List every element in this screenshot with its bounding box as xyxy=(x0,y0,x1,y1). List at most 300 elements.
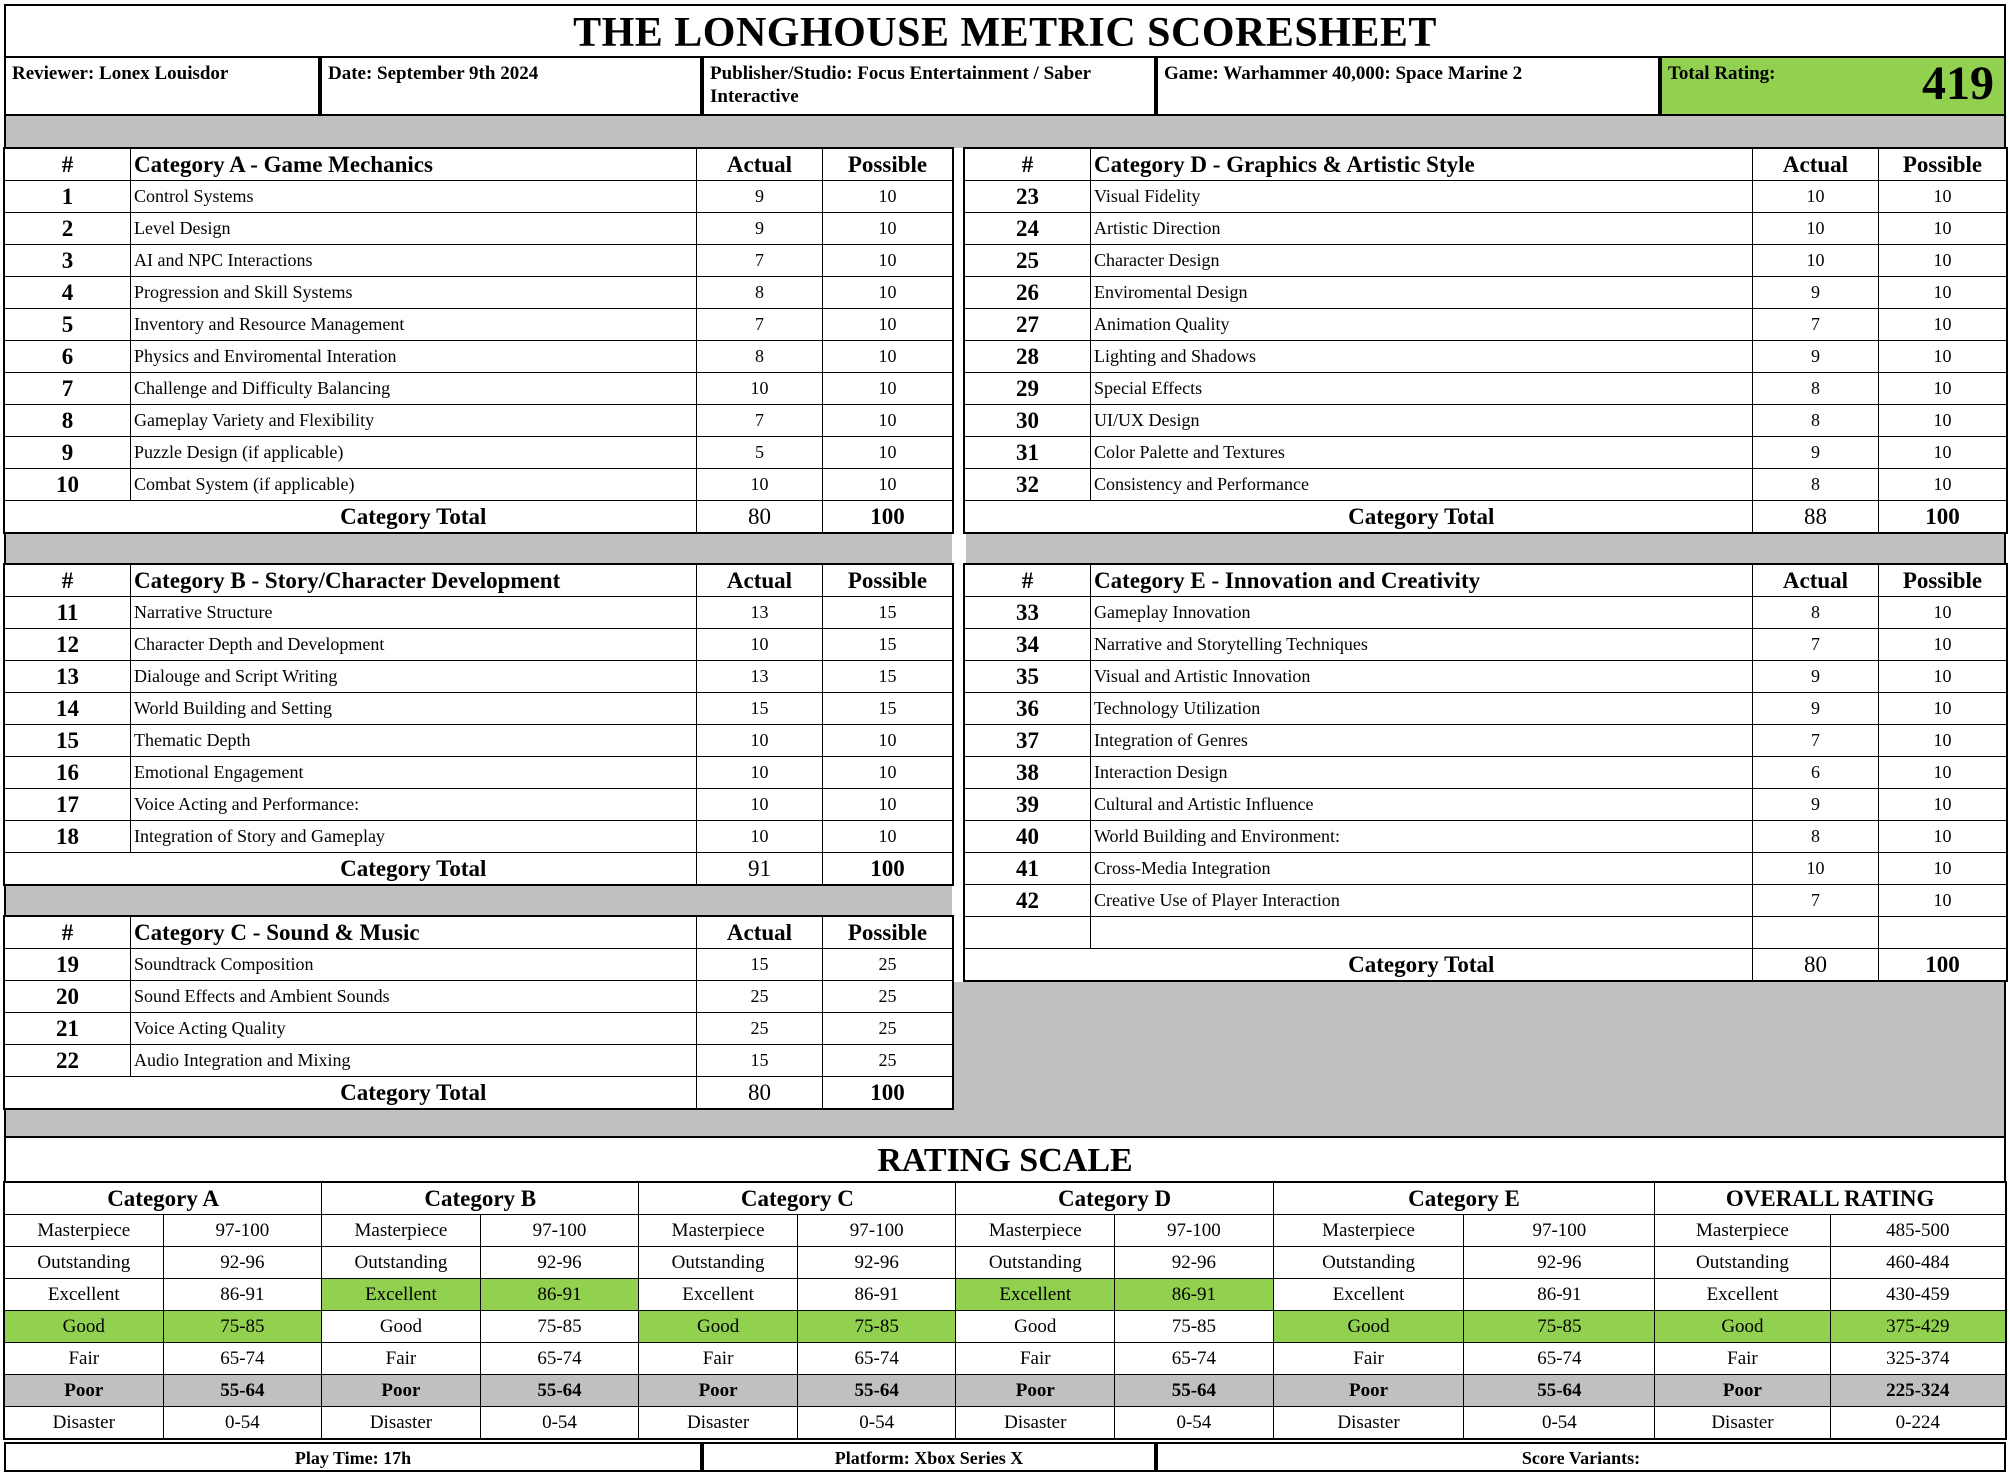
criterion-row xyxy=(5,949,953,981)
criterion-number: 5 xyxy=(5,309,131,341)
scale-level-label: Fair xyxy=(1655,1343,1830,1375)
criterion-number: 1 xyxy=(5,181,131,213)
category-total-actual: 88 xyxy=(1753,501,1879,533)
actual-score: 8 xyxy=(1753,597,1879,629)
criterion-row xyxy=(965,725,2007,757)
criterion-row xyxy=(965,213,2007,245)
criterion-row xyxy=(965,309,2007,341)
category-total-row xyxy=(5,1077,953,1109)
scale-level-label: Good xyxy=(639,1311,798,1343)
possible-score: 10 xyxy=(1879,469,2007,501)
possible-score: 25 xyxy=(823,949,953,981)
category-total-actual: 91 xyxy=(697,853,823,885)
criterion-number: 21 xyxy=(5,1013,131,1045)
scale-range: 485-500 xyxy=(1830,1215,2005,1247)
criterion-number: 39 xyxy=(965,789,1091,821)
criterion-name: World Building and Setting xyxy=(131,693,697,725)
possible-score: 10 xyxy=(823,213,953,245)
actual-score: 7 xyxy=(697,245,823,277)
total-rating-cell xyxy=(1660,56,2006,116)
scale-range: 86-91 xyxy=(163,1279,322,1311)
actual-header: Actual xyxy=(1753,565,1879,597)
criterion-name: Inventory and Resource Management xyxy=(131,309,697,341)
scale-level-label: Poor xyxy=(5,1375,164,1407)
possible-score: 10 xyxy=(1879,853,2007,885)
scale-range: 325-374 xyxy=(1830,1343,2005,1375)
total-spacer xyxy=(5,1077,131,1109)
hash-header: # xyxy=(5,565,131,597)
category-total-label: Category Total xyxy=(131,501,697,533)
criterion-row xyxy=(5,597,953,629)
criterion-name: Gameplay Innovation xyxy=(1091,597,1753,629)
criterion-row xyxy=(5,405,953,437)
possible-header: Possible xyxy=(823,917,953,949)
actual-score: 9 xyxy=(1753,277,1879,309)
criterion-row xyxy=(965,757,2007,789)
criterion-number xyxy=(965,917,1091,949)
scale-level-label: Excellent xyxy=(956,1279,1115,1311)
category-header-row xyxy=(5,917,953,949)
criterion-number: 8 xyxy=(5,405,131,437)
scale-level-label: Good xyxy=(956,1311,1115,1343)
scale-level-label: Disaster xyxy=(1273,1407,1464,1439)
possible-score: 10 xyxy=(1879,213,2007,245)
actual-score: 7 xyxy=(1753,885,1879,917)
actual-score: 9 xyxy=(1753,341,1879,373)
criterion-name: Combat System (if applicable) xyxy=(131,469,697,501)
hash-header: # xyxy=(965,149,1091,181)
scale-range: 75-85 xyxy=(480,1311,639,1343)
scale-range: 55-64 xyxy=(1115,1375,1274,1407)
empty-gray-area xyxy=(952,982,2006,1136)
scale-column-title: Category E xyxy=(1273,1183,1655,1215)
scale-range: 86-91 xyxy=(480,1279,639,1311)
criterion-row xyxy=(965,245,2007,277)
actual-score: 13 xyxy=(697,597,823,629)
scale-range: 92-96 xyxy=(163,1247,322,1279)
criterion-row xyxy=(5,789,953,821)
criterion-name: AI and NPC Interactions xyxy=(131,245,697,277)
platform-cell: Platform: Xbox Series X xyxy=(702,1442,1156,1472)
actual-score: 10 xyxy=(1753,181,1879,213)
category-total-label: Category Total xyxy=(131,853,697,885)
scale-range: 86-91 xyxy=(1464,1279,1655,1311)
actual-score: 8 xyxy=(1753,373,1879,405)
scale-level-label: Outstanding xyxy=(1655,1247,1830,1279)
criterion-name: UI/UX Design xyxy=(1091,405,1753,437)
scale-level-label: Poor xyxy=(322,1375,481,1407)
possible-score: 10 xyxy=(1879,309,2007,341)
play-time-cell: Play Time: 17h xyxy=(4,1442,702,1472)
criterion-number: 33 xyxy=(965,597,1091,629)
possible-score: 15 xyxy=(823,597,953,629)
scale-row xyxy=(5,1247,2006,1279)
actual-score: 9 xyxy=(697,213,823,245)
criterion-name: Audio Integration and Mixing xyxy=(131,1045,697,1077)
category-title: Category B - Story/Character Development xyxy=(131,565,697,597)
scale-level-label: Excellent xyxy=(5,1279,164,1311)
scale-level-label: Poor xyxy=(1273,1375,1464,1407)
sheet-title: THE LONGHOUSE METRIC SCORESHEET xyxy=(4,4,2006,56)
criterion-name xyxy=(1091,917,1753,949)
scale-level-label: Outstanding xyxy=(956,1247,1115,1279)
criterion-name: Technology Utilization xyxy=(1091,693,1753,725)
criterion-number: 9 xyxy=(5,437,131,469)
possible-score: 10 xyxy=(1879,181,2007,213)
criterion-number: 36 xyxy=(965,693,1091,725)
scale-range: 75-85 xyxy=(163,1311,322,1343)
criterion-row xyxy=(965,661,2007,693)
separator-bar xyxy=(4,532,2006,564)
criterion-name: Visual and Artistic Innovation xyxy=(1091,661,1753,693)
possible-score: 10 xyxy=(823,469,953,501)
scale-row xyxy=(5,1215,2006,1247)
possible-score: 10 xyxy=(823,181,953,213)
actual-score: 10 xyxy=(1753,853,1879,885)
scale-row xyxy=(5,1375,2006,1407)
actual-score: 9 xyxy=(1753,789,1879,821)
criterion-name: Gameplay Variety and Flexibility xyxy=(131,405,697,437)
actual-score: 10 xyxy=(1753,245,1879,277)
scale-range: 55-64 xyxy=(797,1375,956,1407)
scale-range: 86-91 xyxy=(797,1279,956,1311)
criterion-name: Character Design xyxy=(1091,245,1753,277)
total-spacer xyxy=(5,853,131,885)
actual-score: 10 xyxy=(697,821,823,853)
possible-score: 25 xyxy=(823,1045,953,1077)
possible-score: 10 xyxy=(823,373,953,405)
possible-header: Possible xyxy=(1879,149,2007,181)
criterion-name: Thematic Depth xyxy=(131,725,697,757)
scale-level-label: Disaster xyxy=(322,1407,481,1439)
criterion-number: 10 xyxy=(5,469,131,501)
criterion-name: Visual Fidelity xyxy=(1091,181,1753,213)
scale-column-title: Category B xyxy=(322,1183,639,1215)
criterion-number: 27 xyxy=(965,309,1091,341)
criterion-number: 26 xyxy=(965,277,1091,309)
actual-score: 6 xyxy=(1753,757,1879,789)
separator-bar xyxy=(4,116,2006,148)
criterion-number: 17 xyxy=(5,789,131,821)
scale-level-label: Poor xyxy=(956,1375,1115,1407)
scale-row xyxy=(5,1407,2006,1439)
scale-level-label: Excellent xyxy=(639,1279,798,1311)
scale-column-title: Category D xyxy=(956,1183,1273,1215)
date-cell: Date: September 9th 2024 xyxy=(320,56,702,116)
category-total-row xyxy=(965,949,2007,981)
scale-level-label: Outstanding xyxy=(639,1247,798,1279)
scale-range: 55-64 xyxy=(480,1375,639,1407)
criterion-row xyxy=(5,437,953,469)
scale-level-label: Fair xyxy=(956,1343,1115,1375)
criterion-row xyxy=(965,437,2007,469)
scale-range: 92-96 xyxy=(1464,1247,1655,1279)
possible-score: 10 xyxy=(1879,757,2007,789)
criterion-row xyxy=(5,341,953,373)
criterion-row xyxy=(965,821,2007,853)
scale-column-title: OVERALL RATING xyxy=(1655,1183,2006,1215)
possible-score xyxy=(1879,917,2007,949)
criterion-name: Enviromental Design xyxy=(1091,277,1753,309)
criterion-name: Interaction Design xyxy=(1091,757,1753,789)
possible-score: 10 xyxy=(1879,661,2007,693)
actual-score: 7 xyxy=(697,309,823,341)
actual-score: 7 xyxy=(1753,725,1879,757)
criterion-number: 29 xyxy=(965,373,1091,405)
scale-row xyxy=(5,1311,2006,1343)
criterion-name: Physics and Enviromental Interation xyxy=(131,341,697,373)
actual-score: 25 xyxy=(697,981,823,1013)
criterion-row xyxy=(5,981,953,1013)
category-title: Category E - Innovation and Creativity xyxy=(1091,565,1753,597)
criterion-number: 18 xyxy=(5,821,131,853)
actual-score: 13 xyxy=(697,661,823,693)
scale-range: 92-96 xyxy=(480,1247,639,1279)
actual-score: 8 xyxy=(1753,405,1879,437)
category-total-possible: 100 xyxy=(1879,501,2007,533)
category-a-table xyxy=(4,148,953,533)
criterion-row xyxy=(965,885,2007,917)
possible-score: 10 xyxy=(823,405,953,437)
actual-score: 15 xyxy=(697,1045,823,1077)
criterion-number: 32 xyxy=(965,469,1091,501)
actual-score: 8 xyxy=(1753,469,1879,501)
criterion-name: Creative Use of Player Interaction xyxy=(1091,885,1753,917)
scale-level-label: Excellent xyxy=(1655,1279,1830,1311)
scale-level-label: Fair xyxy=(322,1343,481,1375)
possible-score: 10 xyxy=(1879,405,2007,437)
actual-header: Actual xyxy=(697,149,823,181)
criterion-number: 30 xyxy=(965,405,1091,437)
criterion-name: Soundtrack Composition xyxy=(131,949,697,981)
possible-score: 10 xyxy=(823,757,953,789)
criterion-number: 7 xyxy=(5,373,131,405)
criterion-name: Special Effects xyxy=(1091,373,1753,405)
category-total-row xyxy=(5,853,953,885)
criterion-number: 35 xyxy=(965,661,1091,693)
criterion-row xyxy=(965,373,2007,405)
scale-row xyxy=(5,1279,2006,1311)
category-total-actual: 80 xyxy=(697,501,823,533)
criterion-number: 22 xyxy=(5,1045,131,1077)
scale-level-label: Masterpiece xyxy=(322,1215,481,1247)
category-total-possible: 100 xyxy=(823,853,953,885)
scale-level-label: Masterpiece xyxy=(956,1215,1115,1247)
criterion-name: Level Design xyxy=(131,213,697,245)
actual-score: 9 xyxy=(1753,693,1879,725)
scale-range: 65-74 xyxy=(480,1343,639,1375)
category-total-actual: 80 xyxy=(1753,949,1879,981)
criterion-number: 37 xyxy=(965,725,1091,757)
category-title: Category D - Graphics & Artistic Style xyxy=(1091,149,1753,181)
possible-score: 10 xyxy=(1879,373,2007,405)
criterion-row xyxy=(5,821,953,853)
publisher-cell: Publisher/Studio: Focus Entertainment / Saber Interactive xyxy=(702,56,1156,116)
scale-range: 0-54 xyxy=(1464,1407,1655,1439)
scale-level-label: Fair xyxy=(1273,1343,1464,1375)
scale-range: 225-324 xyxy=(1830,1375,2005,1407)
criterion-name: Narrative Structure xyxy=(131,597,697,629)
criterion-name: World Building and Environment: xyxy=(1091,821,1753,853)
actual-score: 10 xyxy=(697,789,823,821)
possible-score: 10 xyxy=(823,245,953,277)
criterion-row xyxy=(965,181,2007,213)
scale-range: 460-484 xyxy=(1830,1247,2005,1279)
criterion-number: 41 xyxy=(965,853,1091,885)
scale-level-label: Disaster xyxy=(1655,1407,1830,1439)
criterion-name: Challenge and Difficulty Balancing xyxy=(131,373,697,405)
total-rating-value: 419 xyxy=(1922,57,1994,110)
criterion-row xyxy=(965,789,2007,821)
possible-score: 10 xyxy=(1879,693,2007,725)
category-total-row xyxy=(965,501,2007,533)
category-b-table xyxy=(4,564,953,885)
separator-bar xyxy=(4,884,952,916)
criterion-name: Integration of Story and Gameplay xyxy=(131,821,697,853)
category-total-actual: 80 xyxy=(697,1077,823,1109)
actual-score: 25 xyxy=(697,1013,823,1045)
criterion-row xyxy=(965,341,2007,373)
category-total-label: Category Total xyxy=(1091,949,1753,981)
criterion-name: Emotional Engagement xyxy=(131,757,697,789)
criterion-number: 4 xyxy=(5,277,131,309)
criterion-name: Color Palette and Textures xyxy=(1091,437,1753,469)
scale-range: 430-459 xyxy=(1830,1279,2005,1311)
actual-score: 7 xyxy=(1753,309,1879,341)
criterion-name: Voice Acting and Performance: xyxy=(131,789,697,821)
scale-level-label: Good xyxy=(1273,1311,1464,1343)
scale-level-label: Disaster xyxy=(5,1407,164,1439)
rating-scale-title: RATING SCALE xyxy=(4,1136,2006,1182)
actual-score: 7 xyxy=(1753,629,1879,661)
possible-score: 10 xyxy=(823,277,953,309)
category-header-row xyxy=(5,565,953,597)
scale-header-row xyxy=(5,1183,2006,1215)
criterion-row xyxy=(5,1013,953,1045)
scale-level-label: Outstanding xyxy=(5,1247,164,1279)
scale-range: 65-74 xyxy=(797,1343,956,1375)
scale-range: 55-64 xyxy=(163,1375,322,1407)
scale-range: 97-100 xyxy=(1115,1215,1274,1247)
actual-score: 10 xyxy=(697,629,823,661)
actual-score: 10 xyxy=(697,725,823,757)
actual-header: Actual xyxy=(1753,149,1879,181)
reviewer-cell: Reviewer: Lonex Louisdor xyxy=(4,56,320,116)
criterion-name: Lighting and Shadows xyxy=(1091,341,1753,373)
possible-score: 10 xyxy=(1879,629,2007,661)
scale-level-label: Excellent xyxy=(322,1279,481,1311)
scale-range: 97-100 xyxy=(480,1215,639,1247)
criterion-number: 23 xyxy=(965,181,1091,213)
criterion-row xyxy=(5,373,953,405)
total-spacer xyxy=(5,501,131,533)
possible-score: 10 xyxy=(823,821,953,853)
scale-level-label: Poor xyxy=(639,1375,798,1407)
criterion-number: 20 xyxy=(5,981,131,1013)
criterion-row xyxy=(965,597,2007,629)
possible-score: 10 xyxy=(1879,725,2007,757)
hash-header: # xyxy=(5,149,131,181)
scale-range: 0-54 xyxy=(1115,1407,1274,1439)
possible-score: 15 xyxy=(823,629,953,661)
scale-range: 97-100 xyxy=(163,1215,322,1247)
possible-score: 15 xyxy=(823,693,953,725)
criterion-row xyxy=(965,469,2007,501)
possible-score: 15 xyxy=(823,661,953,693)
total-rating-label: Total Rating: xyxy=(1668,63,1776,84)
actual-score: 15 xyxy=(697,949,823,981)
possible-score: 25 xyxy=(823,981,953,1013)
possible-score: 10 xyxy=(1879,245,2007,277)
possible-score: 10 xyxy=(1879,597,2007,629)
category-total-label: Category Total xyxy=(131,1077,697,1109)
criterion-row xyxy=(965,693,2007,725)
scale-level-label: Good xyxy=(1655,1311,1830,1343)
actual-score: 9 xyxy=(1753,437,1879,469)
possible-header: Possible xyxy=(823,565,953,597)
category-e-table xyxy=(964,564,2007,981)
category-header-row xyxy=(965,565,2007,597)
criterion-row xyxy=(5,1045,953,1077)
scale-row xyxy=(5,1343,2006,1375)
possible-score: 10 xyxy=(1879,885,2007,917)
criterion-number: 15 xyxy=(5,725,131,757)
scale-range: 86-91 xyxy=(1115,1279,1274,1311)
criterion-number: 40 xyxy=(965,821,1091,853)
possible-score: 10 xyxy=(823,725,953,757)
criterion-number: 38 xyxy=(965,757,1091,789)
category-header-row xyxy=(5,149,953,181)
actual-score: 9 xyxy=(697,181,823,213)
scale-range: 0-54 xyxy=(163,1407,322,1439)
scale-level-label: Outstanding xyxy=(1273,1247,1464,1279)
category-total-possible: 100 xyxy=(1879,949,2007,981)
criterion-row xyxy=(5,213,953,245)
possible-score: 10 xyxy=(1879,437,2007,469)
category-total-possible: 100 xyxy=(823,501,953,533)
possible-score: 10 xyxy=(1879,821,2007,853)
criterion-row xyxy=(965,853,2007,885)
criterion-name: Progression and Skill Systems xyxy=(131,277,697,309)
actual-score: 10 xyxy=(697,469,823,501)
criterion-name: Animation Quality xyxy=(1091,309,1753,341)
actual-header: Actual xyxy=(697,565,823,597)
criterion-number: 19 xyxy=(5,949,131,981)
scale-range: 97-100 xyxy=(797,1215,956,1247)
criterion-row xyxy=(5,661,953,693)
criterion-name: Dialouge and Script Writing xyxy=(131,661,697,693)
scale-range: 75-85 xyxy=(1115,1311,1274,1343)
category-header-row xyxy=(965,149,2007,181)
scale-level-label: Disaster xyxy=(956,1407,1115,1439)
separator-bar xyxy=(4,1108,952,1136)
possible-score: 10 xyxy=(823,437,953,469)
criterion-name: Sound Effects and Ambient Sounds xyxy=(131,981,697,1013)
criterion-row xyxy=(5,469,953,501)
criterion-row xyxy=(5,757,953,789)
criterion-row xyxy=(5,629,953,661)
possible-score: 10 xyxy=(1879,789,2007,821)
criterion-number: 12 xyxy=(5,629,131,661)
actual-score: 8 xyxy=(697,341,823,373)
criterion-name: Cross-Media Integration xyxy=(1091,853,1753,885)
scale-level-label: Excellent xyxy=(1273,1279,1464,1311)
scale-range: 65-74 xyxy=(1115,1343,1274,1375)
scale-level-label: Good xyxy=(322,1311,481,1343)
hash-header: # xyxy=(965,565,1091,597)
actual-header: Actual xyxy=(697,917,823,949)
criterion-number: 6 xyxy=(5,341,131,373)
